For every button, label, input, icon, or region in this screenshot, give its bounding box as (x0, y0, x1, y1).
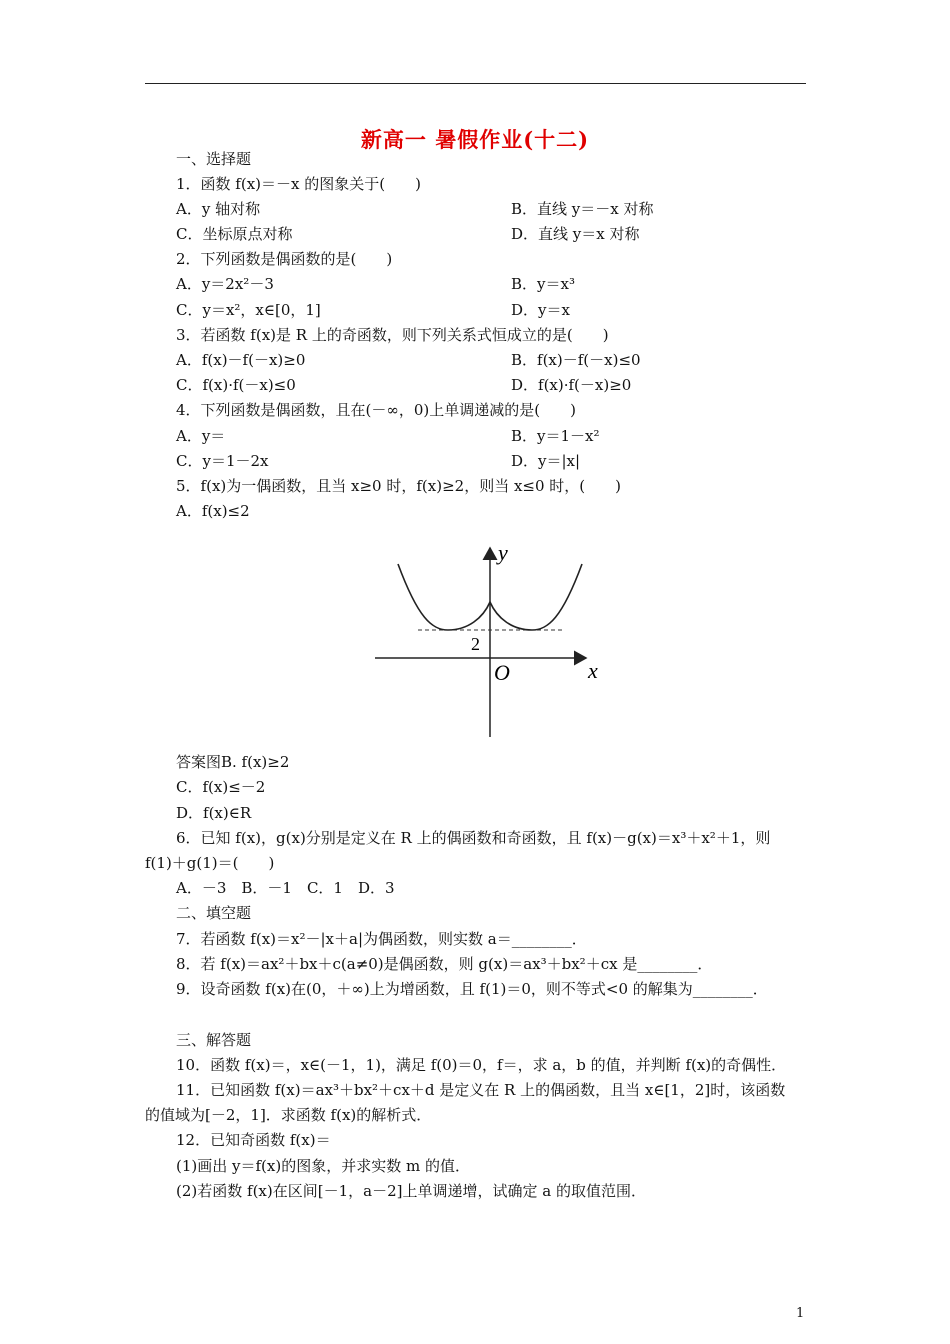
section-heading-choice: 一、选择题 (176, 150, 252, 168)
q2-option-a: A．y＝2x²－3 (176, 275, 274, 293)
q2-option-c: C．y＝x²，x∈[0，1] (176, 301, 321, 319)
origin-label: O (494, 660, 510, 685)
q3-option-c: C．f(x)·f(－x)≤0 (176, 376, 296, 394)
section-heading-fill: 二、填空题 (176, 904, 252, 922)
question-9: 9．设奇函数 f(x)在(0，＋∞)上为增函数，且 f(1)＝0，则不等式<0 的解集为________． (176, 980, 768, 998)
question-8: 8．若 f(x)＝ax²＋bx＋c(a≠0)是偶函数，则 g(x)＝ax³＋bx²＋cx 是________． (176, 955, 713, 973)
q4-option-d: D．y＝|x| (511, 452, 581, 470)
question-6-cont: f(1)＋g(1)＝( ) (145, 854, 275, 872)
q4-option-b: B．y＝1－x² (511, 427, 600, 445)
q2-option-d: D．y＝x (511, 301, 570, 319)
level-label: 2 (471, 634, 480, 654)
y-axis-label: y (498, 540, 508, 565)
q5-option-b: 答案图B. f(x)≥2 (176, 753, 290, 771)
page-title: 新高一 暑假作业(十二) (360, 127, 590, 152)
q3-option-d: D．f(x)·f(－x)≥0 (511, 376, 632, 394)
q3-option-a: A．f(x)－f(－x)≥0 (176, 351, 306, 369)
q6-options: A．－3 B．－1 C．1 D．3 (176, 879, 395, 897)
function-graph (370, 540, 610, 740)
q1-option-c: C．坐标原点对称 (176, 225, 293, 243)
x-axis-label: x (588, 658, 598, 683)
question-1: 1．函数 f(x)＝－x 的图象关于( ) (176, 175, 421, 193)
q4-option-c: C．y＝1－2x (176, 452, 269, 470)
question-3: 3．若函数 f(x)是 R 上的奇函数，则下列关系式恒成立的是( ) (176, 326, 609, 344)
q4-option-a: A．y＝ (176, 427, 226, 445)
question-2: 2．下列函数是偶函数的是( ) (176, 250, 393, 268)
header-rule (145, 83, 806, 84)
question-12-part-2: (2)若函数 f(x)在区间[－1，a－2]上单调递增，试确定 a 的取值范围． (176, 1182, 646, 1200)
q5-option-c: C．f(x)≤－2 (176, 778, 266, 796)
q5-option-d: D．f(x)∈R (176, 804, 252, 822)
question-7: 7．若函数 f(x)＝x²－|x＋a|为偶函数，则实数 a＝________． (176, 930, 587, 948)
q1-option-d: D．直线 y＝x 对称 (511, 225, 640, 243)
question-6: 6．已知 f(x)，g(x)分别是定义在 R 上的偶函数和奇函数，且 f(x)－g(x)＝x³＋x²＋1，则 (176, 829, 771, 847)
section-heading-solve: 三、解答题 (176, 1031, 252, 1049)
q3-option-b: B．f(x)－f(－x)≤0 (511, 351, 641, 369)
q2-option-b: B．y＝x³ (511, 275, 575, 293)
question-12-part-1: (1)画出 y＝f(x)的图象，并求实数 m 的值． (176, 1157, 470, 1175)
q1-option-b: B．直线 y＝－x 对称 (511, 200, 654, 218)
question-4: 4．下列函数是偶函数，且在(－∞，0)上单调递减的是( ) (176, 401, 576, 419)
q1-option-a: A．y 轴对称 (176, 200, 261, 218)
page-number: 1 (796, 1306, 805, 1321)
question-11: 11．已知函数 f(x)＝ax³＋bx²＋cx＋d 是定义在 R 上的偶函数，且当 x∈[1，2]时，该函数 (176, 1081, 786, 1099)
question-12: 12．已知奇函数 f(x)＝ (176, 1131, 331, 1149)
question-10: 10．函数 f(x)＝，x∈(－1，1)，满足 f(0)＝0，f＝，求 a，b 的值，并判断 f(x)的奇偶性． (176, 1056, 787, 1074)
question-11-cont: 的值域为[－2，1]．求函数 f(x)的解析式． (145, 1106, 432, 1124)
question-5: 5．f(x)为一偶函数，且当 x≥0 时，f(x)≥2，则当 x≤0 时，( ) (176, 477, 622, 495)
q5-option-a: A．f(x)≤2 (176, 502, 250, 520)
